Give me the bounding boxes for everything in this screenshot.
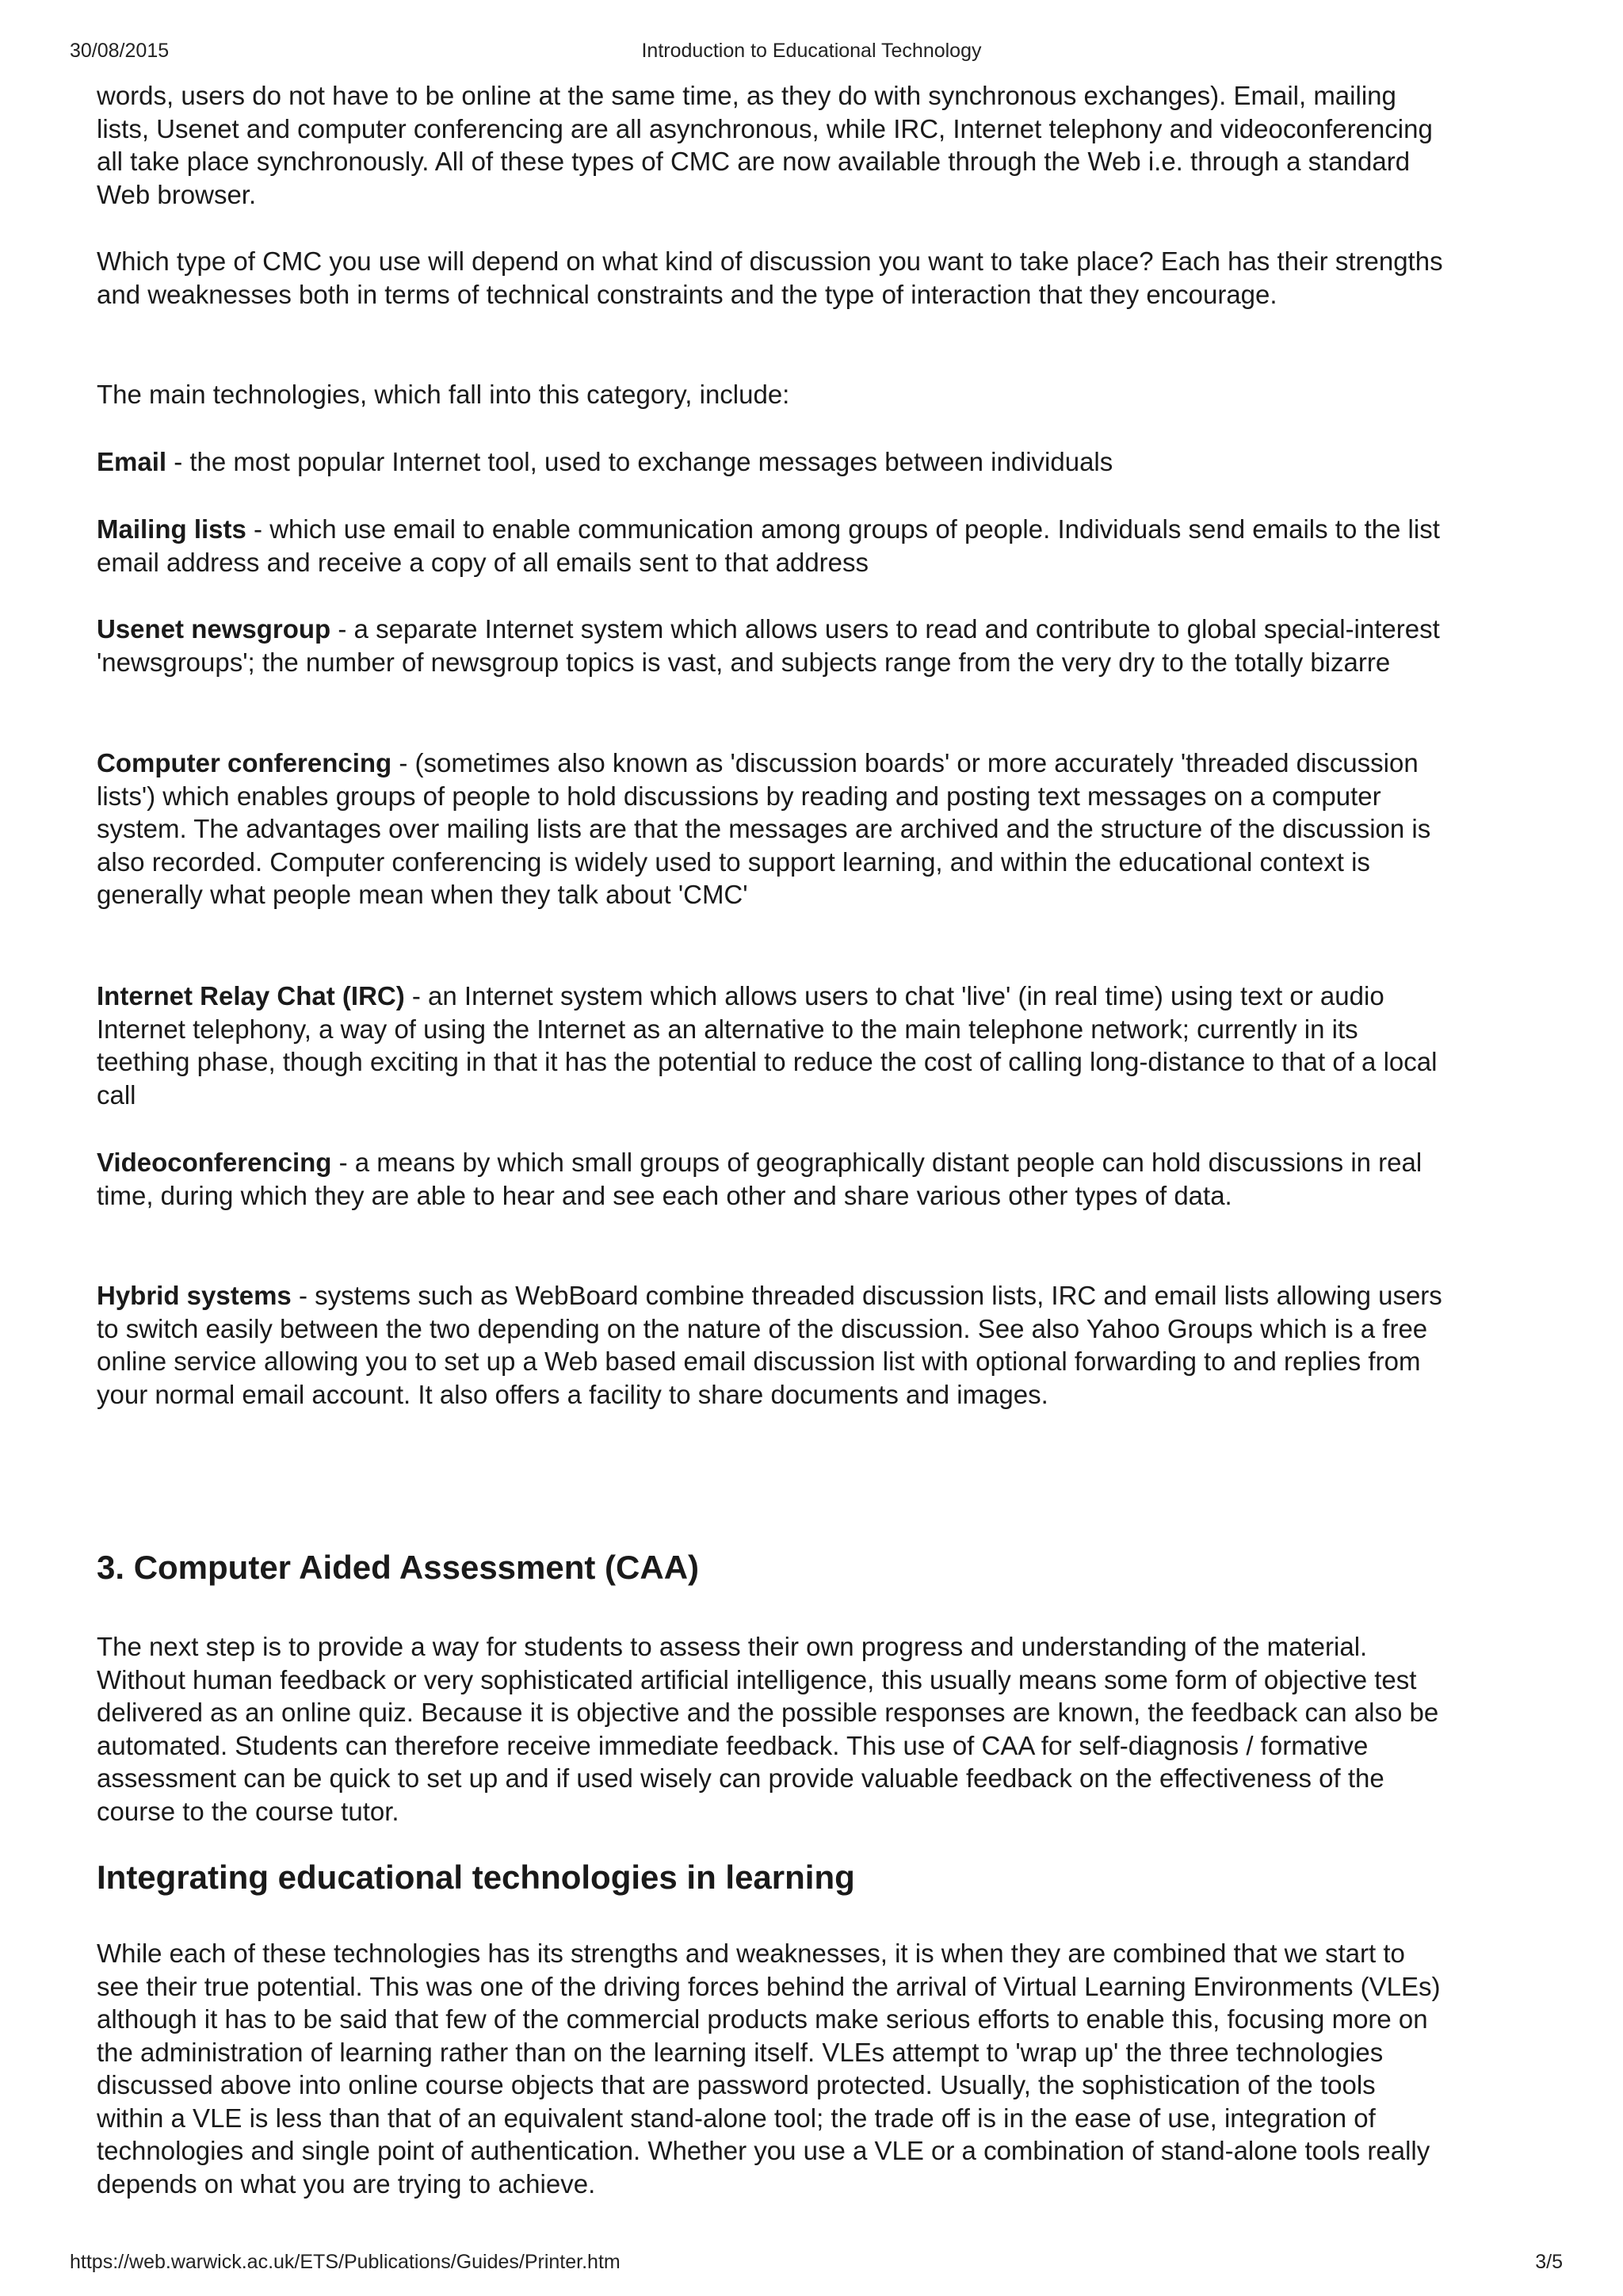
- heading-integrating: Integrating educational technologies in learning: [97, 1859, 855, 1896]
- heading-caa: 3. Computer Aided Assessment (CAA): [97, 1549, 700, 1586]
- term-irc: Internet Relay Chat (IRC): [97, 981, 405, 1010]
- paragraph-caa: The next step is to provide a way for students to assess their own progress and understanding of the material. Without human feedback or very sophisticated artificial intelligence, this usually means some form of objective test delivered as an online quiz. Because it is objective and the possible responses are known, the feedback can also be automated. Students can therefore receive immediate feedback. This use of CAA for self-diagnosis / formative assessment can be quick to set up and if used wisely can provide valuable feedback on the effectiveness of the course to the course tutor.: [97, 1632, 1439, 1826]
- header-date: 30/08/2015: [70, 40, 170, 62]
- header-title: Introduction to Educational Technology: [641, 40, 982, 62]
- list-item-usenet: [97, 613, 1444, 678]
- term-computer-conferencing: Computer conferencing: [97, 748, 392, 777]
- desc-usenet: - a separate Internet system which allows users to read and contribute to global special-interest 'newsgroups'; the number of newsgroup topics is vast, and subjects range from the very dry to the totally bizarre: [97, 614, 1440, 677]
- footer-page-number: 3/5: [1535, 2251, 1563, 2273]
- desc-email: - the most popular Internet tool, used to exchange messages between individuals: [166, 447, 1113, 476]
- desc-irc: - an Internet system which allows users to chat 'live' (in real time) using text or audio Internet telephony, a way of using the Internet as an alternative to the main telephone network; currently in its teething phase, though exciting in that it has the potential to reduce the cost of calling long-distance to that of a local call: [97, 981, 1438, 1110]
- term-email: Email: [97, 447, 167, 476]
- paragraph-cmc-intro: words, users do not have to be online at the same time, as they do with synchronous exchanges). Email, mailing lists, Usenet and computer conferencing are all asynchronous, while IRC, Internet telephony and videoconferencing all take place synchronously. All of these types of CMC are now available through the Web i.e. through a standard Web browser.: [97, 81, 1433, 209]
- desc-hybrid-systems: - systems such as WebBoard combine threaded discussion lists, IRC and email lists allowing users to switch easily between the two depending on the nature of the discussion. See also Yahoo Groups which is a free online service allowing you to set up a Web based email discussion list with optional forwarding to and replies from your normal email account. It also offers a facility to share documents and images.: [97, 1281, 1442, 1409]
- desc-mailing-lists: - which use email to enable communication among groups of people. Individuals send emails to the list email address and receive a copy of all emails sent to that address: [97, 514, 1440, 577]
- term-usenet: Usenet newsgroup: [97, 614, 331, 644]
- term-mailing-lists: Mailing lists: [97, 514, 246, 544]
- term-hybrid-systems: Hybrid systems: [97, 1281, 292, 1310]
- paragraph-cmc-choice: Which type of CMC you use will depend on what kind of discussion you want to take place? Each has their strengths and weaknesses both in terms of technical constraints and the type of interaction that they encourage.: [97, 246, 1443, 309]
- term-videoconferencing: Videoconferencing: [97, 1148, 332, 1177]
- list-item-videoconferencing: [97, 1146, 1444, 1212]
- list-item-irc: [97, 980, 1444, 1111]
- desc-videoconferencing: - a means by which small groups of geographically distant people can hold discussions in real time, during which they are able to hear and see each other and share various other types of data.: [97, 1148, 1423, 1210]
- list-item-computer-conferencing: [97, 747, 1444, 911]
- paragraph-integrating: While each of these technologies has its strengths and weaknesses, it is when they are combined that we start to see their true potential. This was one of the driving forces behind the arrival of Virtual Learning Environments (VLEs) although it has to be said that few of the commercial products make serious efforts to enable this, focusing more on the administration of learning rather than on the learning itself. VLEs attempt to 'wrap up' the three technologies discussed above into online course objects that are password protected. Usually, the sophistication of the tools within a VLE is less than that of an equivalent stand-alone tool; the trade off is in the ease of use, integration of technologies and single point of authentication. Whether you use a VLE or a combination of stand-alone tools really depends on what you are trying to achieve.: [97, 1939, 1441, 2199]
- list-item-email: [97, 445, 1444, 479]
- paragraph-main-technologies: The main technologies, which fall into this category, include:: [97, 380, 790, 409]
- footer-url: https://web.warwick.ac.uk/ETS/Publications/Guides/Printer.htm: [70, 2251, 621, 2273]
- list-item-hybrid-systems: [97, 1279, 1444, 1411]
- list-item-mailing-lists: [97, 513, 1444, 579]
- desc-computer-conferencing: - (sometimes also known as 'discussion boards' or more accurately 'threaded discussion lists') which enables groups of people to hold discussions by reading and posting text messages on a computer system. The advantages over mailing lists are that the messages are archived and the structure of the discussion is also recorded. Computer conferencing is widely used to support learning, and within the educational context is generally what people mean when they talk about 'CMC': [97, 748, 1431, 909]
